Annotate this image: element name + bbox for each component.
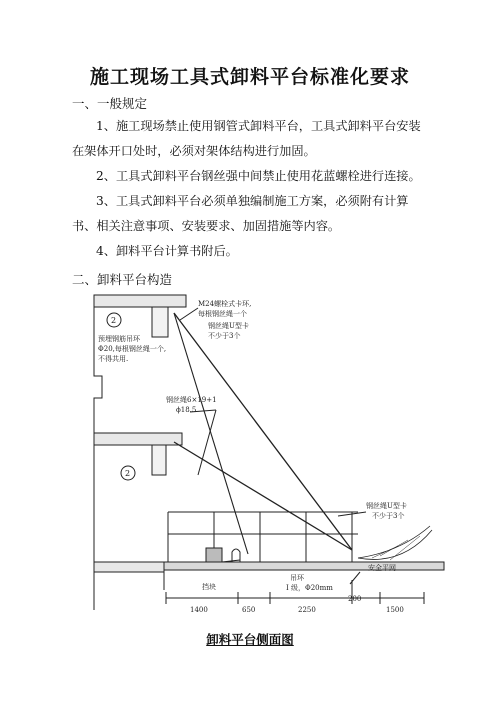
ring-label-1: 吊环 <box>290 574 304 582</box>
clip-top-label-3: 钢丝绳U型卡 <box>208 322 249 330</box>
rule-item-2: 2、工具式卸料平台钢丝强中间禁止使用花蓝螺栓进行连接。 <box>96 169 421 183</box>
ring-label-2: I 级，Φ20mm <box>286 584 333 592</box>
marker-top-label: 2 <box>111 316 117 325</box>
rule-item-4: 4、卸料平台计算书附后。 <box>96 244 238 258</box>
platform-side-view-diagram <box>90 290 450 620</box>
rope-label-1: 钢丝绳6×19+1 <box>166 396 217 404</box>
diagram-caption: 卸料平台侧面图 <box>206 632 294 647</box>
embed-label-2: Φ20,每根钢丝绳一个, <box>98 345 167 353</box>
embed-label-3: 不得共用. <box>98 355 129 363</box>
net-label: 安全平网 <box>368 564 396 572</box>
rope-label-2: ϕ18.5 <box>176 406 197 414</box>
dim-1400-label: 1400 <box>190 606 208 614</box>
page-title: 施工现场工具式卸料平台标准化要求 <box>89 66 410 88</box>
section-heading-structure: 二、卸料平台构造 <box>72 272 173 287</box>
dim-650-label: 650 <box>242 606 256 614</box>
dim-1500-label: 1500 <box>386 606 404 614</box>
section-heading-general: 一、一般规定 <box>72 96 148 111</box>
marker-mid-label: 2 <box>125 469 131 478</box>
dim-200-label: 200 <box>348 595 362 603</box>
clip-top-label-1: M24螺栓式卡环, <box>198 300 252 308</box>
embed-label-1: 预埋钢筋吊环 <box>98 335 140 343</box>
dim-2250-label: 2250 <box>298 606 316 614</box>
clip-right-label-1: 钢丝绳U型卡 <box>366 502 407 510</box>
clip-top-label-4: 不少于3个 <box>208 332 241 340</box>
clip-top-label-2: 每根钢丝绳一个 <box>198 310 247 318</box>
rule-item-3: 3、工具式卸料平台必须单独编制施工方案，必须附有计算书、相关注意事项、安装要求、加固措施等内容。 <box>72 194 409 233</box>
clip-right-label-2: 不少于3个 <box>372 512 405 520</box>
rule-item-1: 1、施工现场禁止使用钢管式卸料平台，工具式卸料平台安装在架体开口处时，必须对架体结构进行加固。 <box>72 119 421 158</box>
stop-block-label: 挡块 <box>202 583 216 591</box>
